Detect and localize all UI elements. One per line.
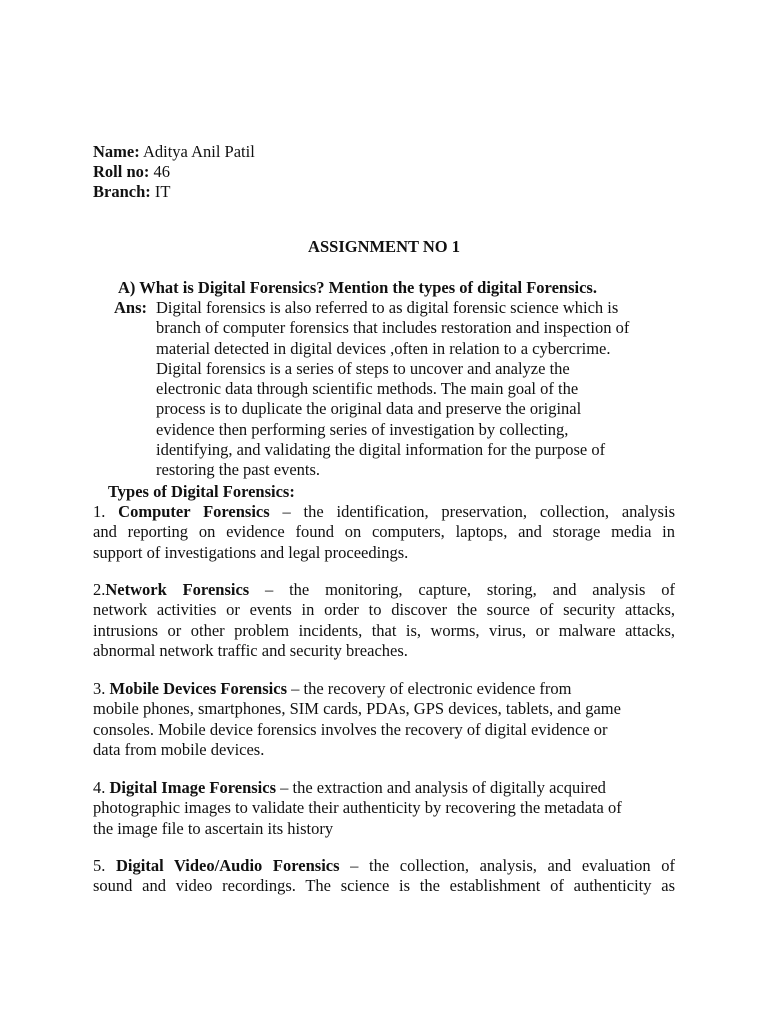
type-description-line: data from mobile devices. (93, 739, 265, 759)
answer-line: electronic data through scientific methods. The main goal of the (156, 379, 579, 399)
answer-line: evidence then performing series of investigation by collecting, (156, 419, 569, 439)
type-description-line: the image file to ascertain its history (93, 818, 334, 838)
name-value: Aditya Anil Patil (139, 142, 255, 161)
type-item-network-forensics (93, 580, 675, 661)
answer-block (114, 298, 674, 481)
type-item-line (93, 502, 675, 522)
answer-text (156, 298, 674, 481)
type-description-line: support of investigations and legal proceedings. (93, 542, 409, 562)
type-description-line: intrusions or other problem incidents, that is, worms, virus, or malware attacks, (93, 620, 675, 640)
assignment-title (0, 237, 768, 257)
question (118, 278, 597, 298)
roll-line (93, 162, 170, 182)
types-heading (108, 482, 295, 502)
type-number: 4. (93, 778, 110, 797)
name-label: Name: (93, 142, 140, 161)
type-description-line: – the extraction and analysis of digitally acquired (276, 778, 606, 797)
types-heading-text: Types of Digital Forensics: (108, 482, 295, 501)
type-item-line (93, 679, 675, 699)
answer-line: Digital forensics is a series of steps to uncover and analyze the (156, 358, 570, 378)
branch-value: IT (150, 182, 171, 201)
roll-label: Roll no: (93, 162, 150, 181)
answer-label: Ans: (114, 298, 148, 317)
type-item-computer-forensics (93, 502, 675, 563)
type-description-line: – the recovery of electronic evidence from (287, 679, 572, 698)
type-term: Network Forensics (105, 580, 250, 599)
answer-line: branch of computer forensics that includes restoration and inspection of (156, 318, 630, 338)
branch-line (93, 182, 170, 202)
assignment-title-text: ASSIGNMENT NO 1 (308, 237, 460, 256)
type-description-line: network activities or events in order to discover the source of security attacks, (93, 600, 675, 620)
type-description-line: – the monitoring, capture, storing, and analysis of (249, 580, 675, 599)
type-description-line: abnormal network traffic and security breaches. (93, 640, 408, 660)
type-item-mobile-devices-forensics (93, 679, 675, 760)
answer-line: identifying, and validating the digital information for the purpose of (156, 440, 606, 460)
answer-line: restoring the past events. (156, 460, 321, 480)
type-item-line (93, 778, 675, 798)
type-item-digital-image-forensics (93, 778, 675, 839)
type-number: 5. (93, 856, 116, 875)
type-item-digital-video-audio-forensics (93, 856, 675, 897)
roll-value: 46 (149, 162, 171, 181)
type-number: 1. (93, 502, 119, 521)
type-term: Digital Video/Audio Forensics (116, 856, 340, 875)
type-number: 2. (93, 580, 106, 599)
type-description-line: and reporting on evidence found on computers, laptops, and storage media in (93, 522, 675, 542)
answer-line: Digital forensics is also referred to as digital forensic science which is (156, 298, 619, 317)
type-term: Digital Image Forensics (109, 778, 277, 797)
type-description-line: photographic images to validate their authenticity by recovering the metadata of (93, 798, 622, 818)
type-description-line: consoles. Mobile device forensics involves the recovery of digital evidence or (93, 719, 608, 739)
type-term: Mobile Devices Forensics (109, 679, 287, 698)
branch-label: Branch: (93, 182, 151, 201)
type-item-line (93, 580, 675, 600)
type-item-line (93, 856, 675, 876)
name-line (93, 142, 255, 162)
type-description-line: – the collection, analysis, and evaluation of (339, 856, 676, 875)
answer-line: material detected in digital devices ,often in relation to a cybercrime. (156, 338, 611, 358)
type-description-line: sound and video recordings. The science is the establishment of authenticity as (93, 876, 675, 896)
type-description-line: mobile phones, smartphones, SIM cards, PDAs, GPS devices, tablets, and game (93, 699, 621, 719)
question-text: A) What is Digital Forensics? Mention the types of digital Forensics. (118, 278, 597, 297)
type-term: Computer Forensics (118, 502, 270, 521)
answer-line: process is to duplicate the original data and preserve the original (156, 399, 582, 419)
type-description-line: – the identification, preservation, collection, analysis (269, 502, 675, 521)
type-number: 3. (93, 679, 110, 698)
